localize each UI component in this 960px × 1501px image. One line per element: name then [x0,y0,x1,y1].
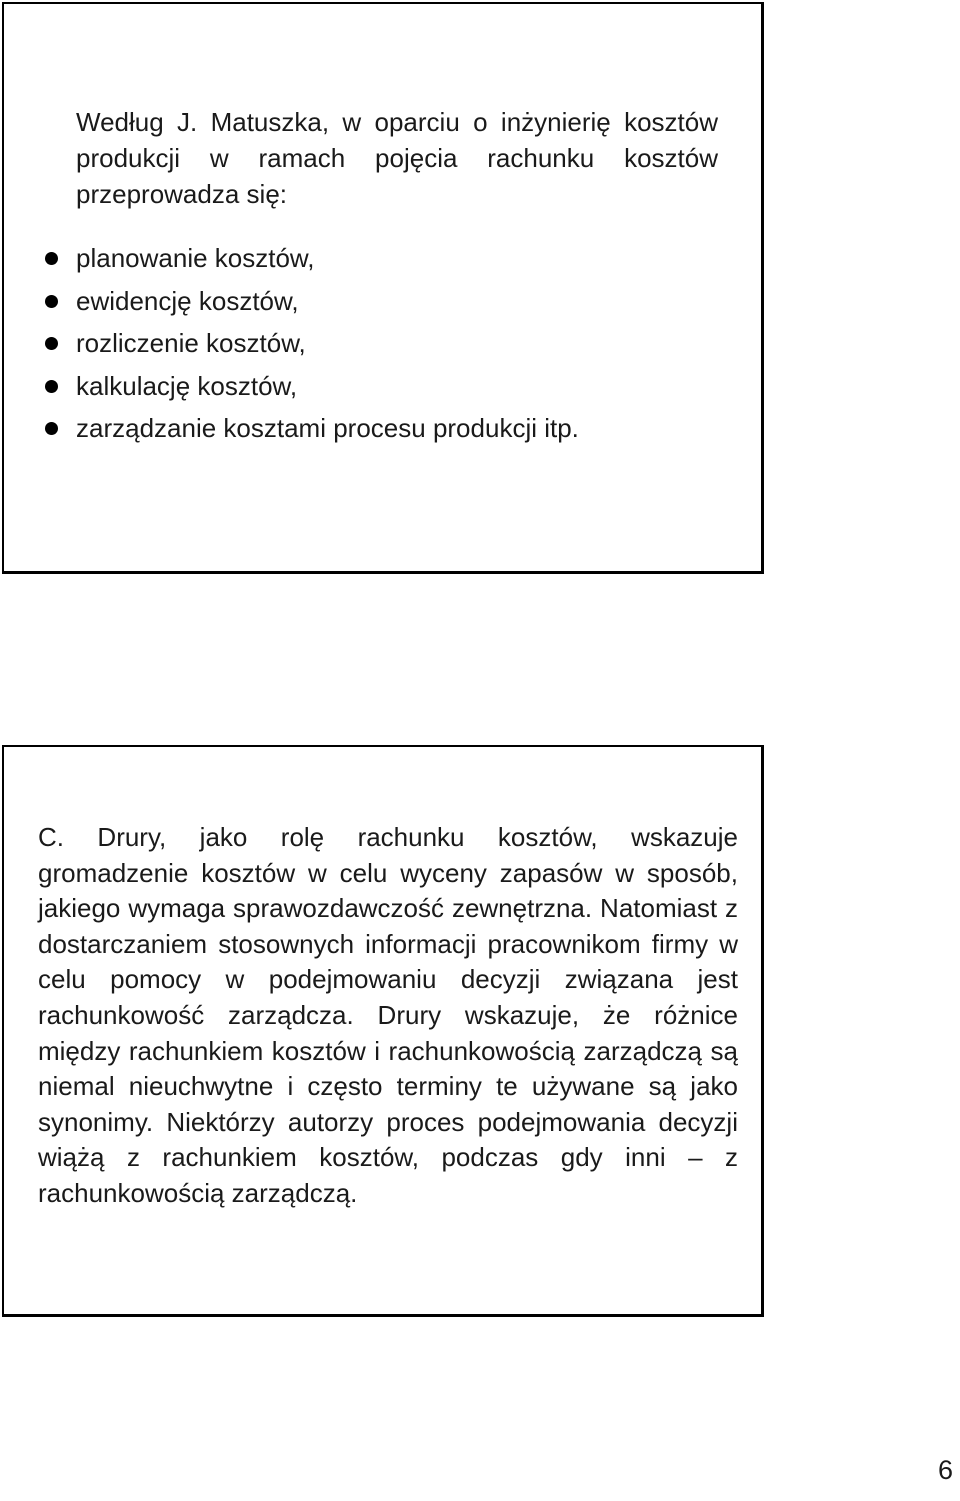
page-number: 6 [938,1455,954,1485]
bullet-icon [45,252,58,265]
list-item [76,280,579,323]
bullet-icon [45,295,58,308]
bullet-text: ewidencję kosztów, [76,285,299,316]
list-item [76,365,579,408]
list-item [76,237,579,280]
bullet-text: rozliczenie kosztów, [76,328,306,358]
slide-1 [2,2,764,574]
slide-1-bullet-list [76,237,579,450]
bullet-icon [45,380,58,393]
slide-1-intro: Według J. Matuszka, w oparciu o inżynierię kosztów produkcji w ramach pojęcia rachunku kosztów przeprowadza się: [76,107,718,209]
slide-2 [2,745,764,1317]
bullet-icon [45,337,58,350]
list-item [76,322,579,365]
list-item [76,407,579,450]
bullet-text: planowanie kosztów, [76,243,315,273]
bullet-icon [45,422,58,435]
slide-2-paragraph: C. Drury, jako rolę rachunku kosztów, wskazuje gromadzenie kosztów w celu wyceny zapasów w sposób, jakiego wymaga sprawozdawczość zewnętrzna. Natomiast z dostarczaniem stosownych informacji pracownikom firmy w celu pomocy w podejmowaniu decyzji związana jest rachunkowość zarządcza. Drury wskazuje, że różnice między rachunkiem kosztów i rachunkowością zarządczą są niemal nieuchwytne i często terminy te używane są jako synonimy. Niektórzy autorzy proces podejmowania decyzji wiążą z rachunkiem kosztów, podczas gdy inni – z rachunkowością zarządczą. [38,822,738,1208]
bullet-text: kalkulację kosztów, [76,370,298,401]
bullet-text: zarządzanie kosztami procesu produkcji itp. [76,413,579,443]
